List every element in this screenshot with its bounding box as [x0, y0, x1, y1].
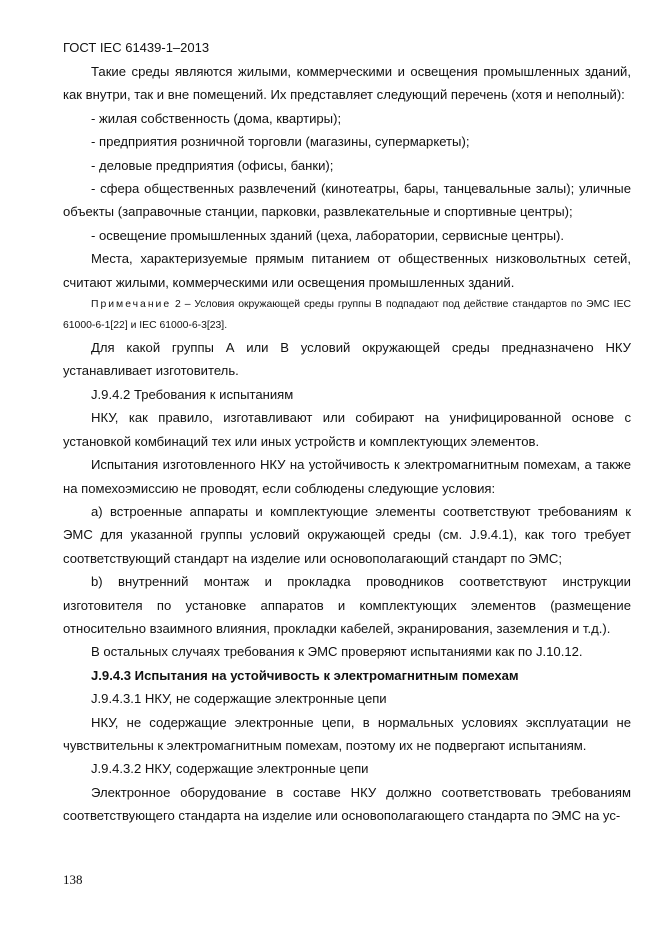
document-header: ГОСТ IEC 61439-1–2013	[63, 40, 210, 55]
paragraph: Места, характеризуемые прямым питанием от общественных низковольтных сетей, считают жилыми, коммерческими или освещения промышленных зданий.	[63, 251, 631, 290]
subsection-heading: J.9.4.3.2 НКУ, содержащие электронные цепи	[91, 761, 369, 777]
list-item: - освещение промышленных зданий (цеха, лаборатории, сервисные центры).	[91, 227, 564, 243]
paragraph: НКУ, не содержащие электронные цепи, в нормальных условиях эксплуатации не чувствительны к электромагнитным помехам, поэтому их не подвергают испытаниям.	[63, 714, 631, 753]
note	[63, 294, 631, 336]
list-item: - предприятия розничной торговли (магазины, супермаркеты);	[91, 134, 470, 150]
paragraph: Такие среды являются жилыми, коммерческими и освещения промышленных зданий, как внутри, так и вне помещений. Их представляет следующий перечень (хотя и неполный):	[63, 64, 631, 103]
note-label: Примечание	[91, 299, 172, 311]
list-item: a) встроенные аппараты и комплектующие элементы соответствуют требованиям к ЭМС для указанной группы условий окружающей среды (см. J.9.4.1), как того требует соответствующий стандарт на изделие или основополагающий стандарт по ЭМС;	[63, 503, 631, 566]
subsection-heading: J.9.4.2 Требования к испытаниям	[91, 386, 294, 402]
section-heading: J.9.4.3 Испытания на устойчивость к электромагнитным помехам	[91, 667, 519, 683]
subsection-heading: J.9.4.3.1 НКУ, не содержащие электронные цепи	[91, 691, 387, 707]
document-body	[63, 60, 631, 828]
paragraph: Электронное оборудование в составе НКУ должно соответствовать требованиям соответствующего стандарта на изделие или основополагающего стандарта по ЭМС на ус-	[63, 784, 631, 824]
list-item: - жилая собственность (дома, квартиры);	[91, 110, 342, 126]
list-item: b) внутренний монтаж и прокладка проводников соответствуют инструкции изготовителя по установке аппаратов и комплектующих элементов (размещение относительно взаимного влияния, прокладки кабелей, экранирования, заземления и т.д.).	[63, 574, 631, 636]
list-item: - сфера общественных развлечений (кинотеатры, бары, танцевальные залы); уличные объекты (заправочные станции, парковки, развлекательные и спортивные центры);	[63, 181, 631, 220]
list-item: - деловые предприятия (офисы, банки);	[91, 157, 334, 173]
paragraph: Для какой группы А или В условий окружающей среды предназначено НКУ устанавливает изготовитель.	[63, 340, 631, 379]
paragraph: В остальных случаях требования к ЭМС проверяют испытаниями как по J.10.12.	[91, 644, 583, 660]
page-number: 138	[63, 872, 83, 887]
note-text: 2 – Условия окружающей среды группы В подпадают под действие стандартов по ЭМС IEC 61000-6-1[22] и IEC 61000-6-3[23].	[63, 299, 631, 332]
paragraph: Испытания изготовленного НКУ на устойчивость к электромагнитным помехам, а также на помехоэмиссию не проводят, если соблюдены следующие условия:	[63, 457, 631, 496]
paragraph: НКУ, как правило, изготавливают или собирают на унифицированной основе с установкой комбинаций тех или иных устройств и комплектующих элементов.	[63, 410, 631, 449]
